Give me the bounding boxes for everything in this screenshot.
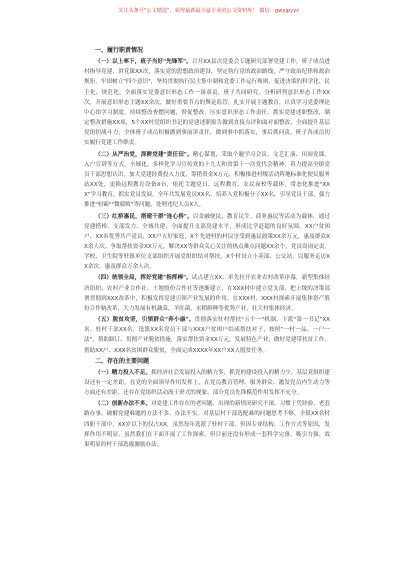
section-heading-duties: 一、履行职责情况 [95, 47, 144, 54]
paragraph-lead: （一）精力投入不足。 [95, 369, 151, 376]
section-heading-problems: 二、存在的主要问题 [95, 357, 150, 365]
paragraph-insufficient-effort [84, 368, 330, 398]
document-body [84, 46, 330, 451]
promo-banner: 关注头条号"公文精选"，获得最新最全最专业的公文资料库！ 微信：gwxjpyyc [118, 8, 300, 14]
paragraph-public-service [84, 212, 330, 273]
paragraph-body: 以金融便民、教育民生、商业惠民等活动为载体，通过党建搭桥、支部发力、全域共建，全面提升支部党建水平，形成比学赶超的良好氛围。XX户贫困户、XX名优秀共产党员、XX户五好家庭，X个先进村的村民享受到惠民政策XX余万元，惠及群众XX余人次。争取帮扶资金XX万元，解决XX等群众关心关注的热点难点问题XX余个。党员设岗定责，学校、卫生院等驻镇单位支部组织开展党组织结对帮扶，X个村设立小卖部、公交站，以服务走访XX余次，惠及群众万余人次。 [84, 213, 330, 271]
paragraph-lead: （一）以上率下，班子当好"先锋军"。 [95, 59, 192, 66]
paragraph-lead: （二）从严治党，深耕党建"责任田"。 [95, 151, 193, 158]
paragraph-body: 试点建立XX，率先拉开农业农村改革序幕，新型集体经济组织、农村产业合作社、土地股份合作社等逐渐建立，在XXX村中建立党支部，把上级的决策部署贯彻到XXX改革中，积极发挥党建引领产业发展的作用，在XXX村、XXX村探索开展集体资产股份合作制改革，大力发展有机蔬菜、羊肚菌、水稻鲜种等优势产业，壮大村集体经济。 [84, 275, 330, 312]
paragraph-leadership [84, 57, 330, 148]
paragraph-body: 对党建工作存在的老问题、出现的新情况研究不深，习惯于凭经验、老套路办事，破解党建难题的方法不多、办法不实。对基层村干部选配难的问题思考不够，全镇XX名村四职干部中，XX岁以下的仅占XX，虽然每年选派了驻村干部，但因专业结构、工作方式等原因，发挥作用不明显，虽然我们在下面开展了工作探索，但目前还没有形成一套科学完备、吸引力强、效果明显的村干部选拔激励办法。 [84, 401, 330, 448]
paragraph-poverty-alleviation [84, 315, 330, 356]
paragraph-lack-of-innovation [84, 399, 330, 450]
paragraph-body: 抓经济社会发展投入的精力多，抓党的建设投入的精力少，基层党组织建设还有一定差距，在党的全面领导作用发挥上，在党员教育管理、服务群众、激发党员内生动力等方面还有差距，还存在党组织活动流于形式的现象，部分党员先锋模范作用发挥不充分。 [84, 369, 330, 397]
paragraph-body: 精心谋划，采取个题学习会议、文艺汇演、田间党课、入户宣讲等方式，全域化，多样化学习宣传党的十九大和省第十一次党代会精神，着力提高全镇党员干部思想认识，加大党建经费投入力度，筹措资金X万元，积极推进村级活动阵地标准化便民服务站XX处，更换远程教育设备X台，依托主题党日、远程教育、农民夜校等载体，常态化推进"XXX"学习教育，抓实党员发展，全年共发展党员XX名，培养入党积极分子XX名，引导党员干部，强力推进"村霸""微腐败"等问题，处理违纪人员X人。 [84, 151, 330, 209]
paragraph-lead: （五）脱贫攻坚，引领群众"奔小康"。 [95, 317, 195, 324]
paragraph-lead: （三）红桥惠民，搭建干群"连心桥"。 [95, 213, 193, 220]
paragraph-body: 贯彻落实驻村帮扶"五个一"机制，下派"第一书记"XX名、驻村干部XX名，选派XX名党员干部与XXX户贫困户结成帮扶对子，按照"一村一品、一户一法"，帮助制订、贯彻产业脱贫措施，落实帮扶资金XX万元，发展特色产业，做好党建带扶贫工作，帮助XX户、XXX名贫困群众脱贫，全面完成XXXX年XX户XX人脱贫任务。 [84, 317, 330, 354]
paragraph-body: 召开XX县次党委会专题研究部署党建工作，班子成员进村指导党建，讲党课XX次，落实党的思想政治建设，坚定执行党的政治路线，严守政治纪律和政治规矩，牢固树立"四个意识"，坚持贯彻执行民主集中制和党委工作运行规则，促进决策的科学化、民主化、规范化。全面落实党委意识形态工作一岗双责，班子共同研究，分析研判意识形态工作XX次，开展意识形态主题XX余次，做好重要节点的舆论监管，扎实开展主题教育，认真学习党委理论中心组学习制度，持续整改查摆问题，督促整改，压实意识形态工作责任。抓实党建述职整改，制定整改措施XX项，5个XX村党组织书记的党建述职报告做到直接点评和面对面整改，全面提升基层党组织战斗力，全体班子成员积极做到事前讲责任，做到事中抓落实，事后抓问责，班子各成员切实履行党建工作职责。 [84, 59, 330, 147]
paragraph-lead: （四）统领全局，挥好党建"指挥棒"。 [95, 275, 192, 282]
paragraph-lead: （二）创新办法不多。 [95, 401, 151, 408]
paragraph-overall-leadership [84, 273, 330, 314]
paragraph-party-discipline [84, 150, 330, 211]
